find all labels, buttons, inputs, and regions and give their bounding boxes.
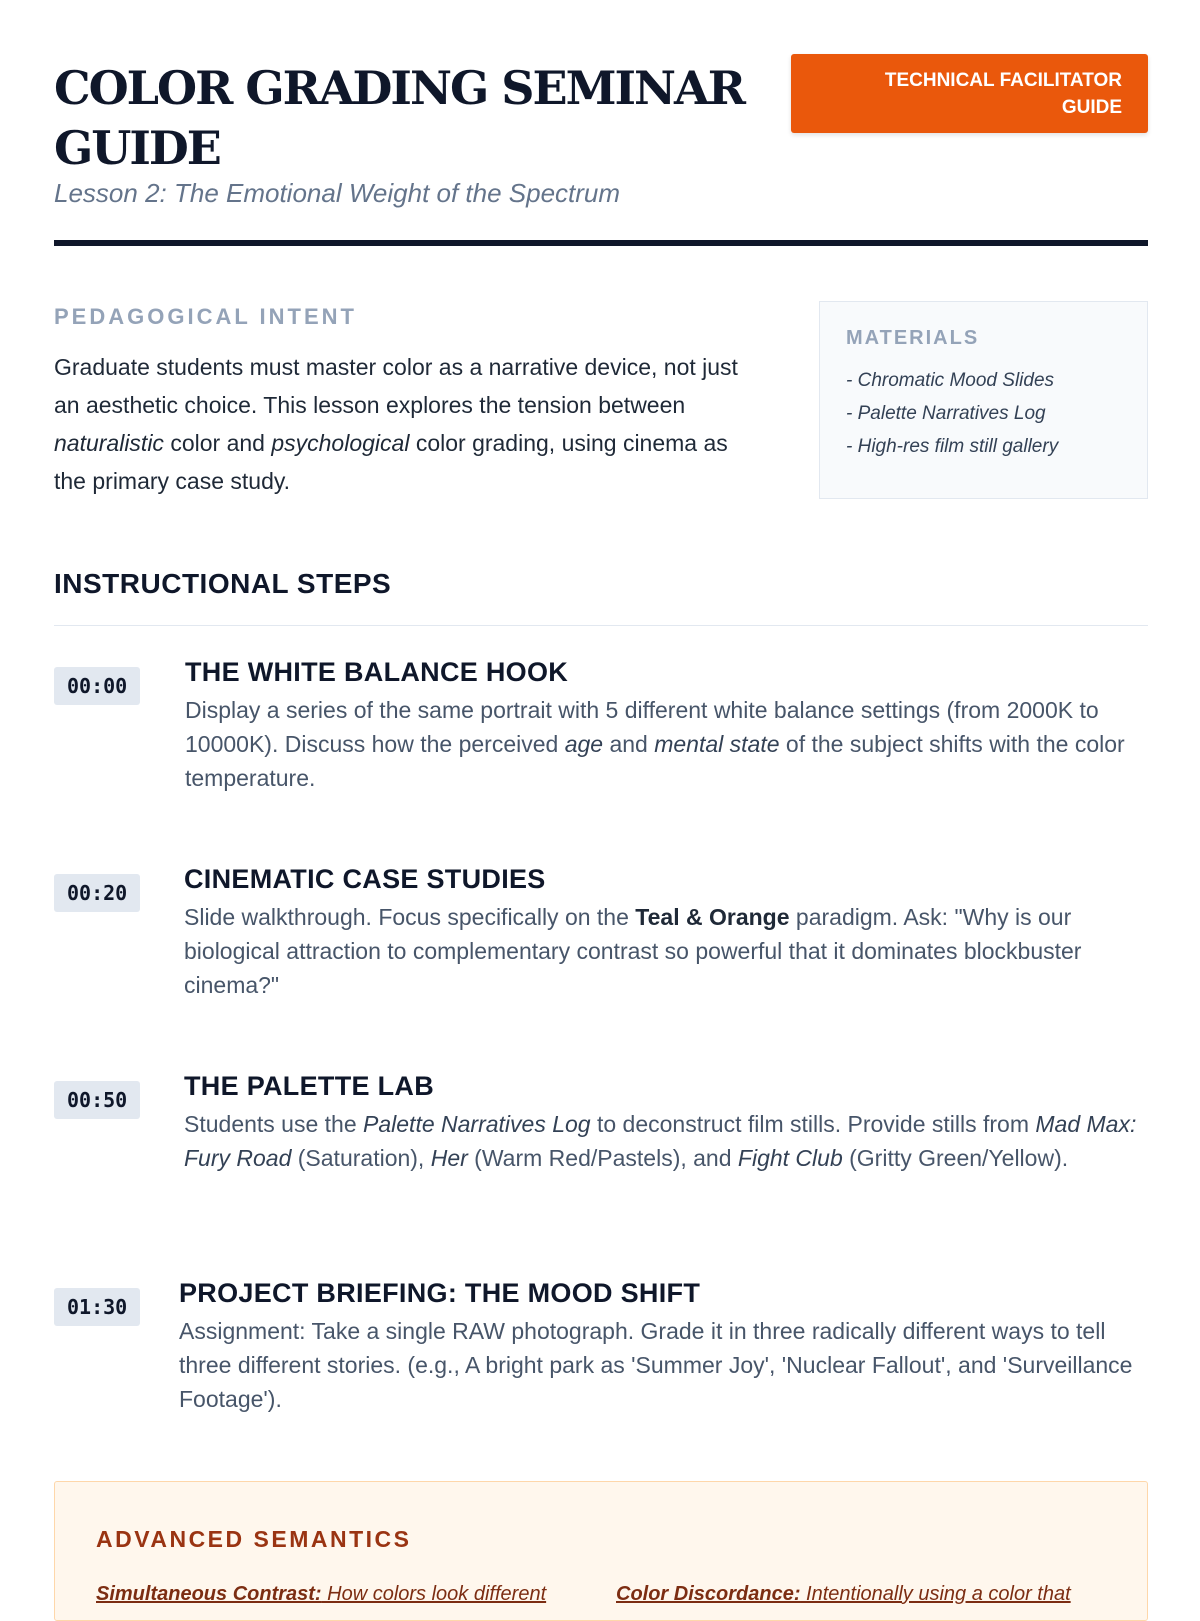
step-emphasis: Fight Club [737,1145,843,1171]
step-time: 01:30 [54,1288,140,1326]
materials-label: MATERIALS [846,327,980,349]
intent-emphasis-naturalistic: naturalistic [54,430,164,456]
intent-text-part: color grading, using cinema as the primary case study. [54,430,728,494]
page-title: COLOR GRADING SEMINAR GUIDE [54,61,744,175]
step-text: of the subject shifts with the color temperature. [185,731,1125,791]
step-title: PROJECT BRIEFING: THE MOOD SHIFT [179,1278,701,1308]
step-time: 00:50 [54,1081,140,1119]
step-strong: Teal & Orange [635,904,790,930]
materials-list [846,364,1121,463]
step-title: CINEMATIC CASE STUDIES [184,864,546,894]
step-text: (Warm Red/Pastels), and [467,1145,738,1171]
step-text: Display a series of the same portrait with 5 different white balance settings (from 2000K to 10000K). Discuss how the perceived [185,697,1099,757]
step-description [184,900,1144,1002]
facilitator-badge: TECHNICAL FACILITATOR GUIDE [791,54,1148,133]
step-text: paradigm. Ask: "Why is our biological attraction to complementary contrast so powerful that it dominates blockbuster cinema?" [184,904,1082,998]
step-time: 00:20 [54,874,140,912]
steps-heading: INSTRUCTIONAL STEPS [54,568,392,599]
step-title: THE PALETTE LAB [184,1071,434,1101]
header-divider [54,240,1148,246]
advanced-label: ADVANCED SEMANTICS [96,1526,412,1552]
intent-emphasis-psychological: psychological [271,430,410,456]
step-text: (Gritty Green/Yellow). [842,1145,1069,1171]
step-text: to deconstruct film stills. Provide stills from [590,1111,1036,1137]
steps-divider [54,625,1148,626]
advanced-term: Simultaneous Contrast: [96,1583,322,1605]
step-emphasis: Palette Narratives Log [363,1111,591,1137]
advanced-term: Color Discordance: [616,1583,801,1605]
step-description: Assignment: Take a single RAW photograph. Grade it in three radically different ways to tell three different stories. (e.g., A bright park as 'Summer Joy', 'Nuclear Fallout', and 'Surveillance Footage'). [179,1318,1133,1412]
materials-item: - Chromatic Mood Slides [846,370,1055,391]
materials-item: - High-res film still gallery [846,436,1059,457]
step-time: 00:00 [54,667,140,705]
step-emphasis: Mad Max: Fury Road [184,1111,1137,1171]
advanced-definition: Intentionally using a color that [800,1583,1071,1605]
advanced-item [96,1580,576,1608]
step-text: and [603,731,655,757]
advanced-item [616,1580,1096,1608]
advanced-semantics-box [54,1481,1148,1621]
step-title: THE WHITE BALANCE HOOK [185,657,569,687]
materials-item: - Palette Narratives Log [846,403,1046,424]
step-text: Students use the [184,1111,364,1137]
step-emphasis: age [564,731,604,757]
intent-text [54,348,764,500]
advanced-definition: How colors look different [321,1583,547,1605]
step-text: Slide walkthrough. Focus specifically on the [184,904,636,930]
step-emphasis: mental state [654,731,780,757]
seminar-guide-page [54,0,1148,1605]
intent-text-part: Graduate students must master color as a narrative device, not just an aesthetic choice. This lesson explores the tension between [54,354,738,418]
step-text: (Saturation), [291,1145,431,1171]
page-subtitle: Lesson 2: The Emotional Weight of the Spectrum [54,178,621,208]
materials-box [819,301,1148,499]
intent-label: PEDAGOGICAL INTENT [54,304,357,329]
step-description [185,693,1145,795]
step-description [184,1107,1144,1175]
step-emphasis: Her [430,1145,468,1171]
intent-text-part: color and [163,430,272,456]
